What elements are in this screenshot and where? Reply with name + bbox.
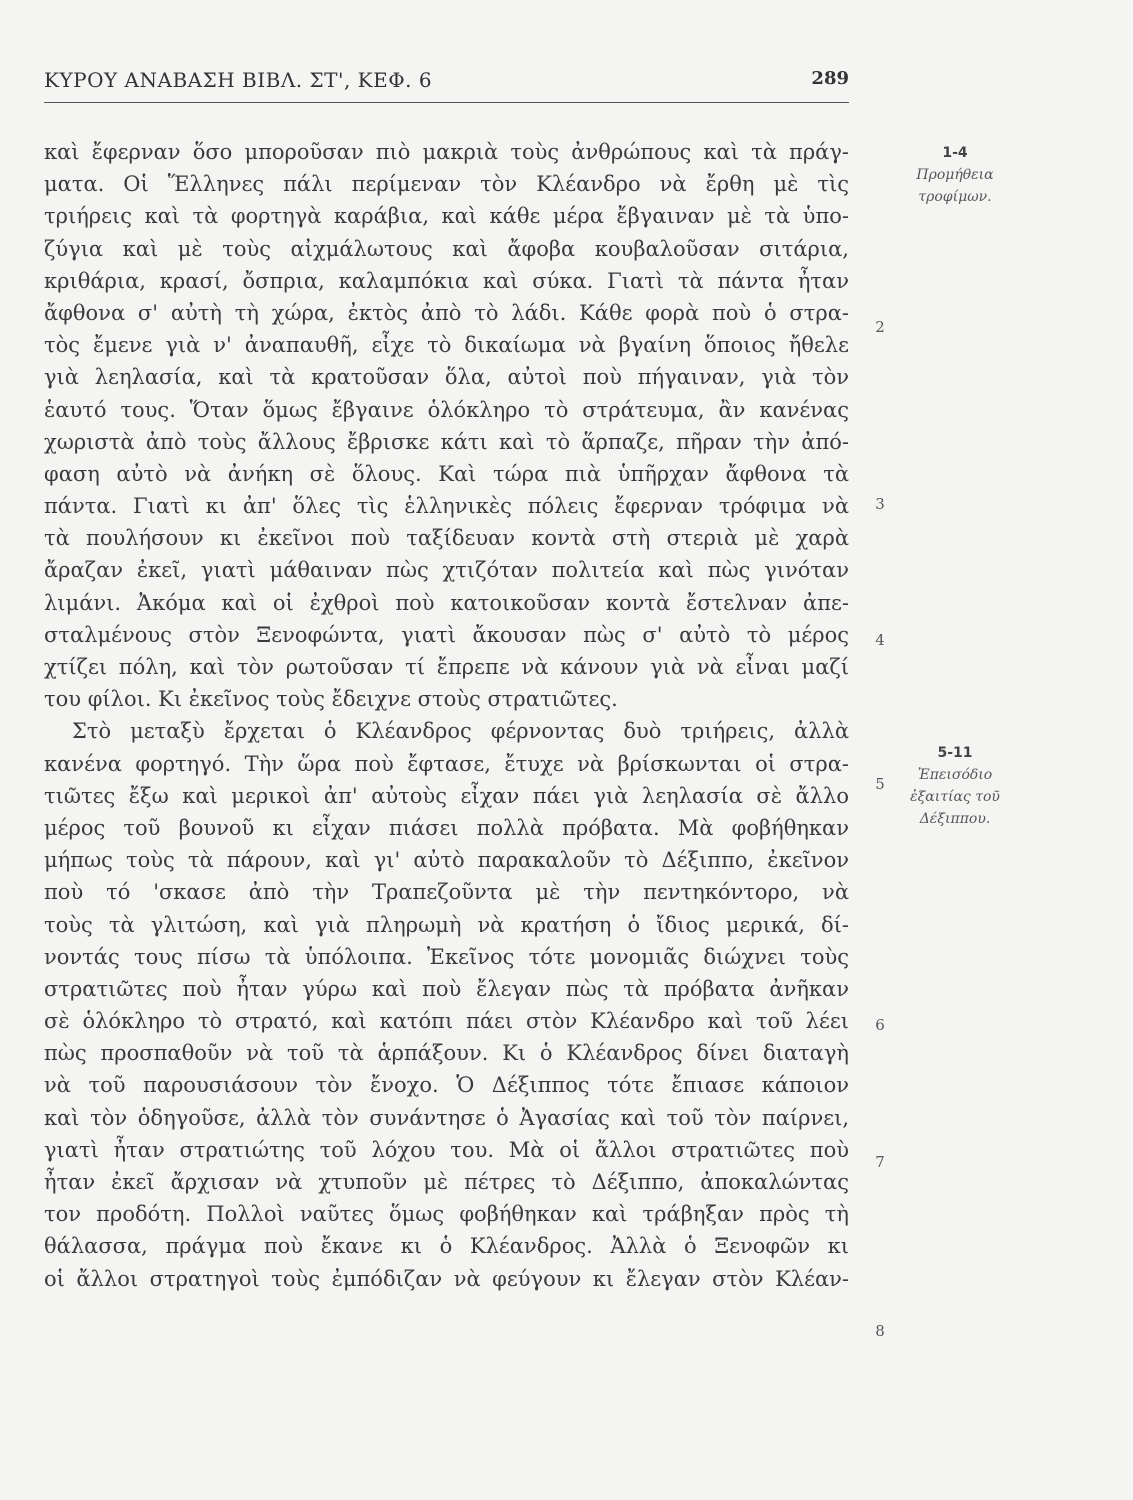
text-line: γιατὶ ἦταν στρατιώτης τοῦ λόχου του. Μὰ οἱ ἄλλοι στρατιῶτες ποὺ: [44, 1137, 849, 1162]
text-line: χτίζει πόλη, καὶ τὸν ρωτοῦσαν τί ἔπρεπε νὰ κάνουν γιὰ νὰ εἶναι μαζί: [44, 655, 849, 679]
text-line: μέρος τοῦ βουνοῦ κι εἶχαν πιάσει πολλὰ πρόβατα. Μὰ φοβήθηκαν: [44, 815, 849, 840]
margin-note-range: 1-4: [942, 145, 968, 161]
text-line: καὶ ἔφερναν ὅσο μποροῦσαν πιὸ μακριὰ τοὺς ἀνθρώπους καὶ τὰ πράγ-: [44, 140, 849, 164]
margin-note-line: ἐξαιτίας τοῦ: [910, 789, 1000, 805]
section-number: 5: [875, 775, 885, 793]
text-line: τιῶτες ἔξω καὶ μερικοὶ ἀπ' αὐτοὺς εἶχαν πάει γιὰ λεηλασία σὲ ἄλλο: [44, 783, 849, 808]
running-header: [44, 62, 849, 103]
margin-note-range: 5-11: [937, 745, 973, 761]
text-line: χωριστὰ ἀπὸ τοὺς ἄλλους ἔβρισκε κάτι καὶ τὸ ἅρπαζε, πῆραν τὴν ἀπό-: [44, 429, 849, 454]
text-line: ματα. Οἱ Ἕλληνες πάλι περίμεναν τὸν Κλέανδρο νὰ ἔρθη μὲ τὶς: [44, 172, 849, 197]
text-line: τριήρεις καὶ τὰ φορτηγὰ καράβια, καὶ κάθε μέρα ἔβγαιναν μὲ τὰ ὑπο-: [44, 204, 849, 229]
text-line: ποὺ τό 'σκασε ἀπὸ τὴν Τραπεζοῦντα μὲ τὴν πεντηκόντορο, νὰ: [44, 880, 849, 905]
page-number: 289: [811, 68, 849, 89]
text-line: οἱ ἄλλοι στρατηγοὶ τοὺς ἐμπόδιζαν νὰ φεύγουν κι ἔλεγαν στὸν Κλέαν-: [44, 1266, 849, 1291]
margin-note: [905, 742, 1005, 830]
text-line: τὰ πουλήσουν κι ἐκεῖνοι ποὺ ταξίδευαν κοντὰ στὴ στεριὰ μὲ χαρὰ: [44, 526, 849, 551]
section-number: 2: [875, 318, 885, 336]
text-line: ζύγια καὶ μὲ τοὺς αἰχμάλωτους καὶ ἄφοβα κουβαλοῦσαν σιτάρια,: [44, 236, 849, 261]
text-line: ἦταν ἐκεῖ ἄρχισαν νὰ χτυποῦν μὲ πέτρες τὸ Δέξιππο, ἀποκαλώντας: [44, 1170, 849, 1194]
section-number: 6: [875, 1016, 885, 1034]
running-title: ΚΥΡΟΥ ΑΝΑΒΑΣΗ ΒΙΒΛ. ΣΤ', ΚΕΦ. 6: [44, 68, 433, 92]
body-text: [44, 136, 849, 1295]
text-line: καὶ τὸν ὁδηγοῦσε, ἀλλὰ τὸν συνάντησε ὁ Ἀγασίας καὶ τοῦ τὸν παίρνει,: [44, 1105, 849, 1130]
text-line: νοντάς τους πίσω τὰ ὑπόλοιπα. Ἐκεῖνος τότε μονομιᾶς διώχνει τοὺς: [44, 944, 849, 969]
text-line: νὰ τοῦ παρουσιάσουν τὸν ἔνοχο. Ὁ Δέξιππος τότε ἔπιασε κάποιον: [44, 1073, 849, 1098]
text-line: του φίλοι. Κι ἐκεῖνος τοὺς ἔδειχνε στοὺς στρατιῶτες.: [44, 687, 618, 712]
text-line: ἄφθονα σ' αὐτὴ τὴ χώρα, ἐκτὸς ἀπὸ τὸ λάδι. Κάθε φορὰ ποὺ ὁ στρα-: [44, 300, 849, 325]
text-line: κριθάρια, κρασί, ὄσπρια, καλαμπόκια καὶ σύκα. Γιατὶ τὰ πάντα ἦταν: [44, 268, 849, 293]
text-line: τὸς ἔμενε γιὰ ν' ἀναπαυθῆ, εἶχε τὸ δικαίωμα νὰ βγαίνη ὅποιος ἤθελε: [44, 333, 849, 358]
section-number: 3: [875, 495, 885, 513]
margin-note-line: Ἐπεισόδιο: [917, 767, 993, 783]
section-number: 7: [875, 1153, 885, 1171]
text-line: θάλασσα, πράγμα ποὺ ἔκανε κι ὁ Κλέανδρος. Ἀλλὰ ὁ Ξενοφῶν κι: [44, 1234, 849, 1259]
text-line: πάντα. Γιατὶ κι ἀπ' ὅλες τὶς ἑλληνικὲς πόλεις ἔφερναν τρόφιμα νὰ: [44, 494, 849, 519]
text-line: λιμάνι. Ἀκόμα καὶ οἱ ἐχθροὶ ποὺ κατοικοῦσαν κοντὰ ἔστελναν ἀπε-: [44, 590, 849, 615]
text-line: ἄραζαν ἐκεῖ, γιατὶ μάθαιναν πὼς χτιζόταν πολιτεία καὶ πὼς γινόταν: [44, 558, 849, 583]
text-line: σὲ ὁλόκληρο τὸ στρατό, καὶ κατόπι πάει στὸν Κλέανδρο καὶ τοῦ λέει: [44, 1009, 849, 1034]
text-line: φαση αὐτὸ νὰ ἀνήκη σὲ ὅλους. Καὶ τώρα πιὰ ὑπῆρχαν ἄφθονα τὰ: [44, 461, 849, 486]
text-line: γιὰ λεηλασία, καὶ τὰ κρατοῦσαν ὅλα, αὐτοὶ ποὺ πήγαιναν, γιὰ τὸν: [44, 365, 849, 390]
text-line: ἑαυτό τους. Ὅταν ὅμως ἔβγαινε ὁλόκληρο τὸ στράτευμα, ἂν κανένας: [44, 397, 849, 422]
text-line: πὼς προσπαθοῦν νὰ τοῦ τὰ ἁρπάξουν. Κι ὁ Κλέανδρος δίνει διαταγὴ: [44, 1041, 849, 1066]
text-line: στρατιῶτες ποὺ ἦταν γύρω καὶ ποὺ ἔλεγαν πὼς τὰ πρόβατα ἀνῆκαν: [44, 976, 849, 1001]
section-number: 8: [875, 1322, 885, 1340]
text-line: Στὸ μεταξὺ ἔρχεται ὁ Κλέανδρος φέρνοντας δυὸ τριήρεις, ἀλλὰ: [72, 719, 849, 744]
margin-note-line: Δέξιππου.: [919, 811, 991, 827]
text-line: κανένα φορτηγό. Τὴν ὥρα ποὺ ἔφτασε, ἔτυχε νὰ βρίσκωνται οἱ στρα-: [44, 751, 849, 776]
section-number: 4: [875, 631, 885, 649]
text-line: τοὺς τὰ γλιτώση, καὶ γιὰ πληρωμὴ νὰ κρατήση ὁ ἴδιος μερικά, δί-: [44, 912, 849, 937]
margin-note-line: τροφίμων.: [918, 189, 992, 205]
text-line: μήπως τοὺς τὰ πάρουν, καὶ γι' αὐτὸ παρακαλοῦν τὸ Δέξιππο, ἐκεῖνον: [44, 848, 849, 873]
text-line: τον προδότη. Πολλοὶ ναῦτες ὅμως φοβήθηκαν καὶ τράβηξαν πρὸς τὴ: [44, 1202, 849, 1227]
text-line: σταλμένους στὸν Ξενοφώντα, γιατὶ ἄκουσαν πὼς σ' αὐτὸ τὸ μέρος: [44, 622, 849, 647]
margin-note-line: Προμήθεια: [916, 167, 994, 183]
margin-note: [905, 142, 1005, 208]
